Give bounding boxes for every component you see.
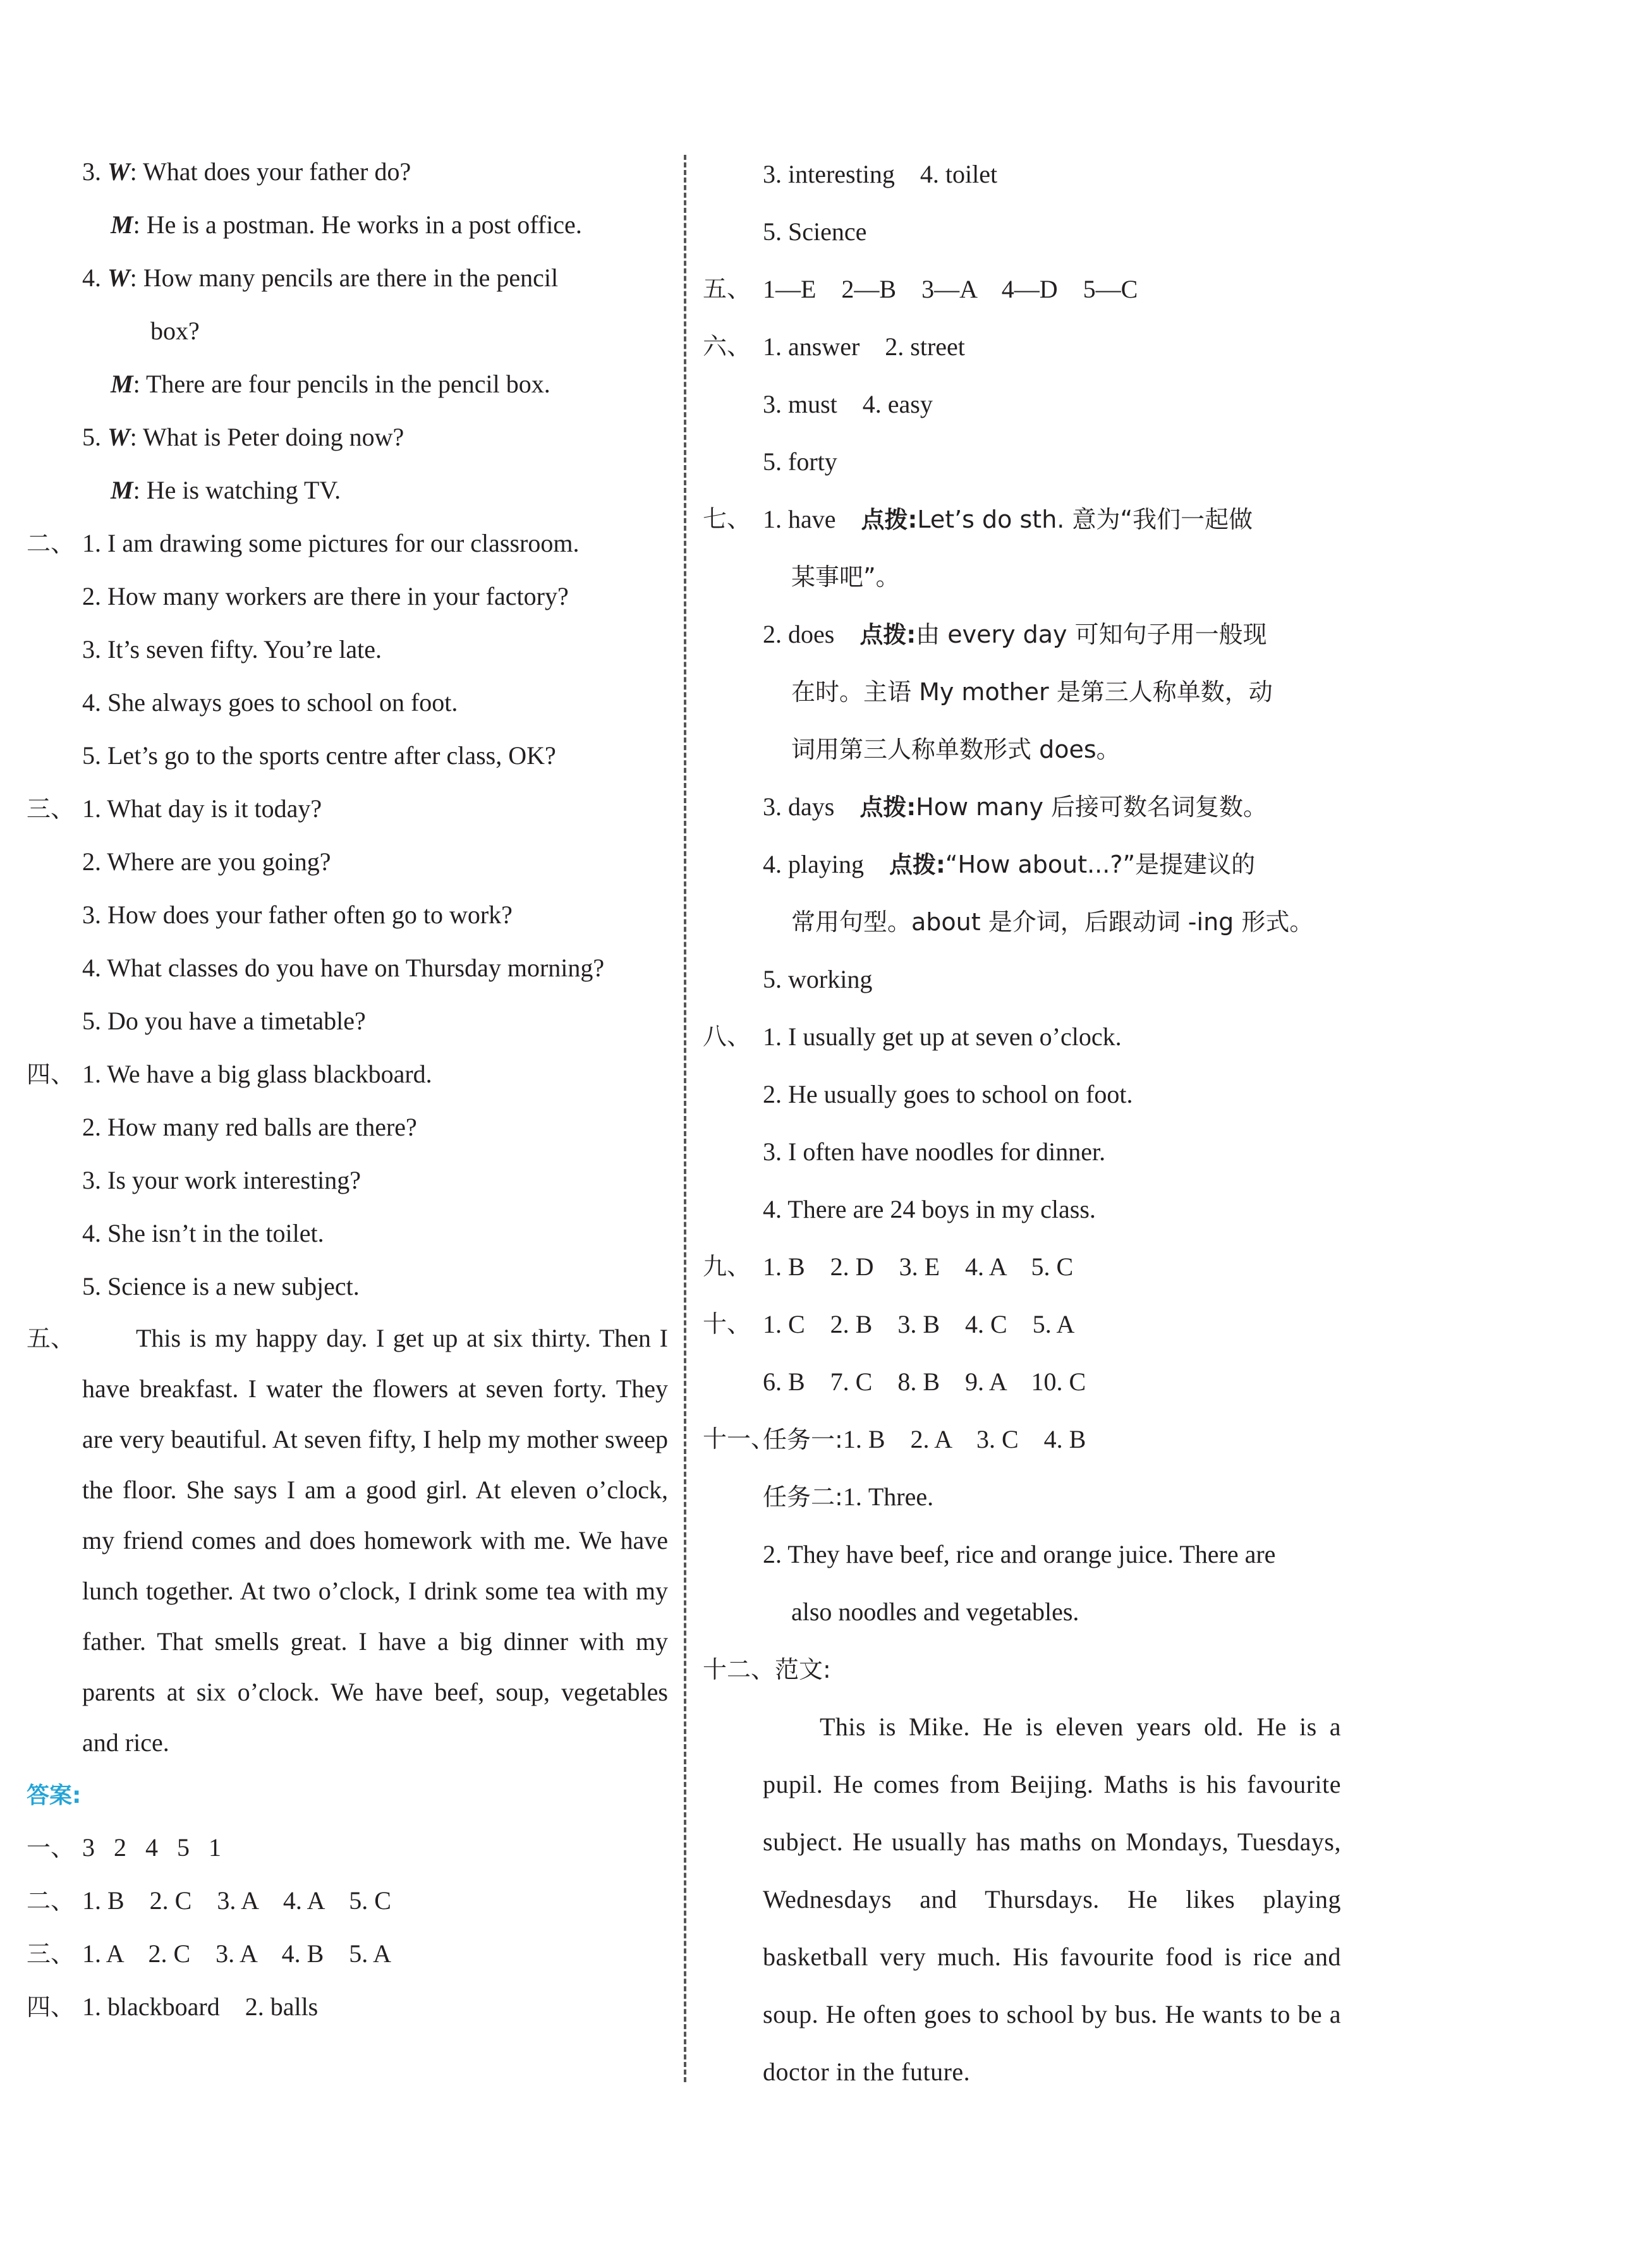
answer-row: 十一、 任务一:1. B 2. A 3. C 4. B <box>703 1425 1086 1453</box>
answer-row: 九、 1. B 2. D 3. E 4. A 5. C <box>703 1252 1074 1281</box>
answer-row: 5. forty <box>763 447 837 476</box>
answer-tip-row: 常用句型。about 是介词，后跟动词 -ing 形式。 <box>791 908 1314 936</box>
section-2-item: 5. Let’s go to the sports centre after class, OK? <box>82 741 556 770</box>
section-3-item: 三、 1. What day is it today? <box>27 782 668 835</box>
section-label: 三、 <box>27 795 75 823</box>
section-4-item: 四、 1. We have a big glass blackboard. <box>27 1048 668 1101</box>
dialogue-line: box? <box>150 317 200 345</box>
answer-row: 五、 1—E 2—B 3—A 4—D 5—C <box>703 275 1138 303</box>
answer-tip-row: 2. does 点拨:由 every day 可知句子用一般现 <box>763 620 1267 648</box>
section-label: 二、 <box>27 530 75 557</box>
answer-row: 6. B 7. C 8. B 9. A 10. C <box>763 1367 1086 1396</box>
answer-row: 二、 1. B 2. C 3. A 4. A 5. C <box>27 1886 391 1915</box>
dialogue-line: M: He is a postman. He works in a post office. <box>111 210 582 239</box>
answer-tip-row: 七、 1. have 点拨:Let’s do sth. 意为“我们一起做 <box>703 505 1253 533</box>
answer-row: 2. They have beef, rice and orange juice. There are <box>763 1540 1276 1568</box>
section-label: 四、 <box>27 1060 75 1088</box>
answer-row: 3. interesting 4. toilet <box>763 160 998 188</box>
column-divider <box>684 155 686 2082</box>
answer-row: 六、 1. answer 2. street <box>703 332 965 361</box>
answer-row: 四、 1. blackboard 2. balls <box>27 1992 319 2021</box>
answer-row: 5. Science <box>763 217 867 246</box>
answer-row: 3. I often have noodles for dinner. <box>763 1137 1106 1166</box>
answer-row: 3. must 4. easy <box>763 390 933 418</box>
answer-row: 2. He usually goes to school on foot. <box>763 1080 1133 1108</box>
answer-tip-row: 4. playing 点拨:“How about...?”是提建议的 <box>763 850 1256 878</box>
answer-tip-row: 3. days 点拨:How many 后接可数名词复数。 <box>763 792 1268 821</box>
answers-title: 答案: <box>27 1783 82 1809</box>
dialogue-line: M: He is watching TV. <box>111 476 341 504</box>
answer-row: 十、 1. C 2. B 3. B 4. C 5. A <box>703 1310 1075 1338</box>
essay-heading: 十二、范文: <box>703 1656 831 1683</box>
section-3-item: 3. How does your father often go to work? <box>82 900 513 929</box>
section-4-item: 2. How many red balls are there? <box>82 1113 417 1141</box>
answer-row: 三、 1. A 2. C 3. A 4. B 5. A <box>27 1939 391 1968</box>
answer-row: also noodles and vegetables. <box>791 1597 1079 1626</box>
answer-tip-row: 在时。主语 My mother 是第三人称单数，动 <box>791 678 1273 706</box>
answer-tip-row: 某事吧”。 <box>791 563 900 591</box>
right-column <box>703 145 1341 2100</box>
section-3-item: 5. Do you have a timetable? <box>82 1007 366 1035</box>
section-2-item: 4. She always goes to school on foot. <box>82 688 458 717</box>
passage-text: This is my happy day. I get up at six thirty. Then I have breakfast. I water the flowers at seven forty. They are very beautiful. At seven fifty, I help my mother sweep the floor. She says I am a good girl. At eleven o’clock, my friend comes and does homework with me. We have lunch together. At two o’clock, I drink some tea with my father. That smells great. I have a big dinner with my parents at six o’clock. We have beef, soup, vegetables and rice. <box>82 1324 668 1757</box>
section-3-item: 2. Where are you going? <box>82 847 331 876</box>
section-2-item: 2. How many workers are there in your factory? <box>82 582 569 610</box>
section-2-item: 二、 1. I am drawing some pictures for our classroom. <box>27 517 668 570</box>
dialogue-line: 3. W: What does your father do? <box>82 157 411 186</box>
answer-row: 4. There are 24 boys in my class. <box>763 1195 1096 1223</box>
dialogue-line: 5. W: What is Peter doing now? <box>82 423 404 451</box>
dialogue-line: M: There are four pencils in the pencil box. <box>111 370 550 398</box>
left-column <box>27 145 668 2034</box>
section-2-item: 3. It’s seven fifty. You’re late. <box>82 635 382 664</box>
answer-row: 任务二:1. Three. <box>763 1482 934 1511</box>
section-4-item: 3. Is your work interesting? <box>82 1166 361 1194</box>
answer-row: 八、 1. I usually get up at seven o’clock. <box>703 1022 1122 1051</box>
answer-tip-row: 词用第三人称单数形式 does。 <box>791 736 1121 763</box>
dialogue-line: 4. W: How many pencils are there in the pencil <box>82 264 559 292</box>
model-essay: This is Mike. He is eleven years old. He is a pupil. He comes from Beijing. Maths is his favourite subject. He usually has maths on Mondays, Tuesdays, Wednesdays and Thursdays. He likes playing basketball very much. His favourite food is rice and soup. He often goes to school by bus. He wants to be a doctor in the future. <box>763 1712 1341 2086</box>
answer-row: 5. working <box>763 965 873 993</box>
section-3-item: 4. What classes do you have on Thursday morning? <box>82 954 605 982</box>
section-5-passage <box>27 1313 668 1768</box>
section-4-item: 4. She isn’t in the toilet. <box>82 1219 324 1247</box>
section-4-item: 5. Science is a new subject. <box>82 1272 360 1300</box>
answer-row: 一、 3 2 4 5 1 <box>27 1833 221 1862</box>
section-label: 五、 <box>27 1324 75 1352</box>
